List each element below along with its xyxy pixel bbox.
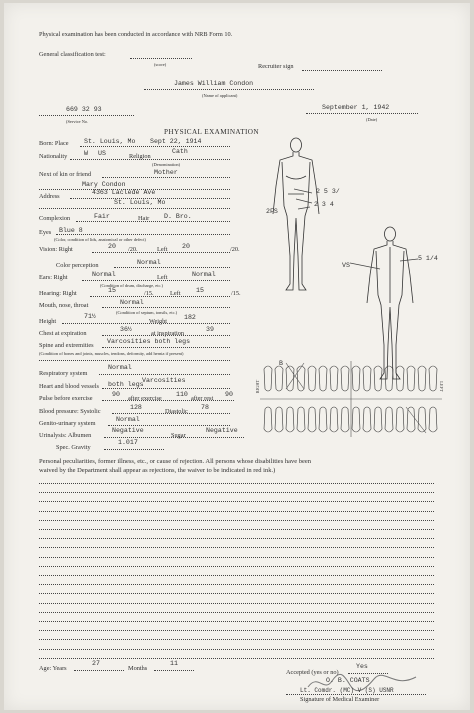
color-perception-label: Color perception	[56, 262, 99, 269]
hearing-right-denominator: /15.	[144, 290, 154, 297]
respiratory-label: Respiratory system	[39, 370, 88, 377]
vision-left-value: 20	[182, 243, 190, 250]
tooth	[297, 366, 305, 391]
tooth	[363, 407, 371, 432]
eyes-caption: (Color, condition of lids, anatomical or other defect)	[54, 237, 146, 242]
nationality-label: Nationality	[39, 153, 68, 160]
tooth	[286, 407, 294, 432]
chest-expiration-label: Chest at expiration	[39, 330, 87, 337]
applicant-name: James William Condon	[174, 80, 254, 87]
rule-line	[39, 575, 434, 576]
mouth-caption: (Condition of septum, tonsils, etc.)	[116, 310, 178, 315]
service-number: 669 32 93	[66, 106, 102, 113]
kin-name: Mary Condon	[82, 181, 126, 188]
rule-line	[39, 547, 434, 548]
tooth	[319, 407, 327, 432]
eyes-value: Blue 8	[59, 227, 83, 234]
tooth	[319, 366, 327, 391]
vision-left-label: Left	[157, 246, 168, 253]
systolic-value: 128	[130, 404, 142, 411]
ears-left-value: Normal	[192, 271, 216, 278]
vision-right-value: 20	[108, 243, 116, 250]
applicant-name-caption: (Name of applicant)	[202, 93, 238, 98]
rule-line	[39, 649, 434, 650]
pulse-after-label: after exercise	[128, 395, 162, 402]
rule-line	[39, 520, 434, 521]
rule-line	[39, 557, 434, 558]
vision-right-denominator: /20.	[128, 246, 138, 253]
tooth	[341, 366, 349, 391]
tooth	[341, 407, 349, 432]
rule-line	[39, 492, 434, 493]
albumen-value: Negative	[112, 427, 144, 434]
height-value: 71½	[84, 313, 96, 320]
complexion-label: Complexion	[39, 215, 71, 222]
heart-varcosities: Varcosities	[142, 377, 186, 384]
born-place: St. Louis, Mo	[84, 138, 136, 145]
accepted-value: Yes	[356, 663, 368, 670]
hearing-right-value: 15	[108, 287, 116, 294]
chest-expiration-value: 36½	[120, 326, 132, 333]
examiner-rank: Lt. Comdr. (MC) V (S) USNR	[300, 687, 394, 694]
religion-value: Cath	[172, 148, 188, 155]
genito-value: Normal	[116, 416, 140, 423]
tooth	[418, 366, 426, 391]
tooth	[330, 366, 338, 391]
teeth-mark: B	[279, 360, 283, 367]
ears-right-label: Ears: Right	[39, 274, 68, 281]
address-line2: St. Louis, Mo	[114, 199, 166, 206]
born-label: Born: Place	[39, 140, 69, 147]
us-value: US	[98, 150, 106, 157]
tooth	[385, 407, 393, 432]
rule-line	[39, 529, 434, 530]
tooth	[308, 366, 316, 391]
color-perception-value: Normal	[137, 259, 161, 266]
examiner-name: O. B. COATS	[326, 677, 370, 684]
address-line1: 4363 Laclede Ave	[92, 189, 156, 196]
recruiter-sign-label: Recruiter sign	[258, 63, 294, 70]
sugar-value: Negative	[206, 427, 238, 434]
front-mark-3: 2FS	[266, 208, 278, 215]
tooth	[374, 407, 382, 432]
hearing-right-label: Hearing: Right	[39, 290, 77, 297]
hearing-left-value: 15	[196, 287, 204, 294]
genito-label: Genito-urinary system	[39, 420, 96, 427]
rule-line	[39, 593, 434, 594]
weight-label: Weight	[149, 318, 168, 325]
tooth	[374, 366, 382, 391]
mouth-value: Normal	[120, 299, 144, 306]
ears-right-value: Normal	[92, 271, 116, 278]
tooth	[297, 407, 305, 432]
kin-relation: Mother	[154, 169, 178, 176]
service-number-caption: (Service No.	[66, 119, 89, 124]
inspiration-label: at inspiration	[151, 330, 185, 337]
score-caption: (score)	[154, 62, 167, 67]
tooth	[407, 366, 415, 391]
tooth	[308, 407, 316, 432]
weight-value: 182	[184, 314, 196, 321]
age-years-label: Age: Years	[39, 665, 67, 672]
tooth	[429, 407, 437, 432]
race-value: W	[84, 150, 88, 157]
tooth	[275, 407, 283, 432]
peculiarities-line1: Personal peculiarities, former illness, etc., or cause of rejection. All persons whose disabilities have been	[39, 458, 312, 465]
hearing-left-label: Left	[170, 290, 181, 297]
chest-inspiration-value: 39	[206, 326, 214, 333]
teeth-chart	[256, 359, 446, 439]
gravity-label: Spec. Gravity	[56, 444, 91, 451]
height-label: Height	[39, 318, 57, 325]
rule-line	[39, 501, 434, 502]
hair-label: Hair	[138, 215, 150, 222]
rule-line	[39, 483, 434, 484]
tooth	[352, 407, 360, 432]
tooth	[396, 407, 404, 432]
rule-line	[39, 612, 434, 613]
denomination-caption: (Denomination)	[152, 162, 181, 167]
back-mark-1: VS	[342, 262, 350, 269]
vision-right-label: Vision: Right	[39, 246, 73, 253]
tooth	[407, 407, 415, 432]
respiratory-value: Normal	[108, 364, 132, 371]
rule-line	[39, 621, 434, 622]
age-months-label: Months	[128, 665, 148, 672]
rule-line	[39, 603, 434, 604]
complexion-value: Fair	[94, 213, 110, 220]
hair-value: D. Bro.	[164, 213, 192, 220]
exam-date: September 1, 1942	[322, 104, 390, 111]
rule-line	[39, 584, 434, 585]
general-classification-label: General classification test:	[39, 51, 106, 58]
ears-left-label: Left	[157, 274, 168, 281]
diastolic-value: 78	[201, 404, 209, 411]
age-months-value: 11	[170, 660, 178, 667]
age-years-value: 27	[92, 660, 100, 667]
tooth	[352, 366, 360, 391]
rule-line	[39, 538, 434, 539]
ears-caption: (Condition of drum, discharge, etc.)	[100, 283, 163, 288]
eyes-label: Eyes	[39, 229, 52, 236]
pulse-after-value: 110	[176, 391, 188, 398]
tooth	[385, 366, 393, 391]
address-label: Address	[39, 193, 60, 200]
heart-value: both legs	[108, 381, 144, 388]
spine-value: Varcosities both legs	[107, 338, 191, 345]
tooth	[264, 407, 272, 432]
tooth	[429, 366, 437, 391]
urinalysis-label: Urinalysis: Albumen	[39, 432, 92, 439]
teeth-left-label: LEFT	[438, 381, 444, 392]
tooth	[264, 366, 272, 391]
diastolic-label: Diastolic	[165, 408, 188, 415]
rule-line	[39, 639, 434, 640]
kin-label: Next of kin or friend	[39, 171, 92, 178]
tooth	[363, 366, 371, 391]
teeth-right-label: RIGHT	[255, 379, 261, 394]
rule-line	[39, 566, 434, 567]
peculiarities-line2: waived by the Department shall appear as rejections, the waiver to be indicated in red ink.)	[39, 467, 276, 474]
front-mark-2: 2 3 4	[314, 201, 334, 208]
signature-caption: Signature of Medical Examiner	[300, 696, 380, 703]
hearing-left-denominator: /15.	[231, 290, 241, 297]
after-rest-value: 90	[225, 391, 233, 398]
front-mark-1: 2 5 3/	[316, 188, 340, 195]
back-mark-2: 5 1/4	[418, 255, 438, 262]
exam-title: PHYSICAL EXAMINATION	[164, 128, 259, 136]
spine-label: Spine and extremities	[39, 342, 94, 349]
sugar-label: Sugar	[171, 432, 186, 439]
date-caption: (Date)	[366, 117, 378, 122]
after-rest-label: after rest	[191, 395, 214, 402]
mouth-label: Mouth, nose, throat	[39, 302, 89, 309]
bp-systolic-label: Blood pressure: Systolic	[39, 408, 101, 415]
examination-form	[4, 3, 470, 710]
pulse-before-value: 90	[112, 391, 120, 398]
tooth	[275, 366, 283, 391]
rule-line	[39, 658, 434, 659]
pulse-before-label: Pulse before exercise	[39, 395, 93, 402]
rule-line	[39, 630, 434, 631]
spine-caption: (Condition of bones and joints, muscles, tendons, deformity, add hernia if present)	[39, 351, 184, 356]
religion-label: Religion	[129, 153, 151, 160]
tooth	[330, 407, 338, 432]
conduct-statement: Physical examination has been conducted in accordance with NRB Form 10.	[39, 31, 233, 38]
accepted-label: Accepted (yes or no)	[286, 669, 339, 676]
tooth	[396, 366, 404, 391]
rule-line	[39, 511, 434, 512]
heart-label: Heart and blood vessels	[39, 383, 99, 390]
vision-left-denominator: /20.	[230, 246, 240, 253]
born-date: Sept 22, 1914	[150, 138, 202, 145]
gravity-value: 1.017	[118, 439, 138, 446]
